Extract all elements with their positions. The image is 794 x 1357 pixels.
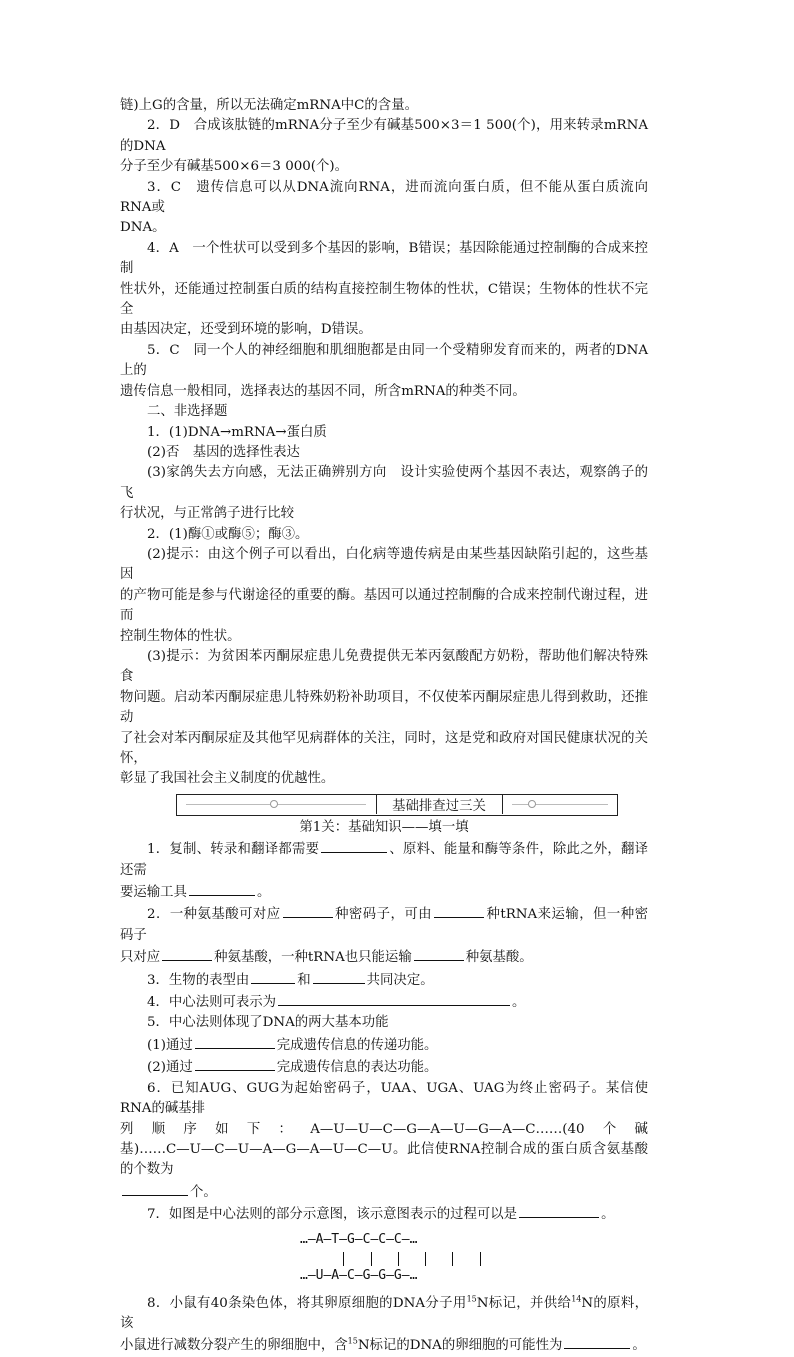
- answer-blank[interactable]: [283, 903, 333, 918]
- nonchoice-2-2: (2)提示：由这个例子可以看出，白化病等遗传病是由某些基因缺陷引起的，这些基因: [120, 546, 648, 583]
- fill-6: 6．已知AUG、GUG为起始密码子，UAA、UGA、UAG为终止密码子。某信使RNA的碱基排: [120, 1080, 648, 1117]
- answer-5-cont: 遗传信息一般相同，选择表达的基因不同，所含mRNA的种类不同。: [120, 383, 526, 399]
- fill-6-cont3: [120, 1181, 648, 1203]
- fill-text: 下: [246, 1121, 261, 1137]
- banner-divider-right: [502, 794, 503, 814]
- banner-deco-dot-right: [528, 800, 536, 808]
- nonchoice-2-2-cont2: 控制生物体的性状。: [120, 628, 241, 644]
- fill-text: 列: [120, 1121, 134, 1137]
- answer-blank[interactable]: [122, 1181, 188, 1196]
- answer-4: 4．A 一个性状可以受到多个基因的影响，B错误；基因除能通过控制酶的合成来控制: [120, 240, 648, 277]
- fill-text: 7．如图是中心法则的部分示意图，该示意图表示的过程可以是: [147, 1207, 518, 1223]
- nonchoice-2-2-cont: 的产物可能是参与代谢途径的重要的酶。基因可以通过控制酶的合成来控制代谢过程，进而: [120, 587, 648, 624]
- fill-5-2: [120, 1056, 648, 1078]
- banner-deco-dot-left: [270, 800, 278, 808]
- answer-4-cont: 性状外，还能通过控制蛋白质的结构直接控制生物体的性状，C错误；生物体的性状不完全: [120, 281, 648, 318]
- fill-text: 。: [512, 995, 526, 1011]
- dna-strand: …—A—T—G—C—C—C—…: [300, 1231, 418, 1247]
- fill-text: 小鼠进行减数分裂产生的卵细胞中，含: [120, 1338, 348, 1354]
- fill-text: 完成遗传信息的表达功能。: [276, 1060, 438, 1076]
- fill-text: (2)通过: [147, 1060, 193, 1076]
- nonchoice-2-1: 2．(1)酶①或酶⑤；酶③。: [147, 526, 309, 542]
- fill-1-cont: [120, 881, 648, 903]
- fill-text: 如: [215, 1121, 229, 1137]
- nonchoice-1-3: (3)家鸽失去方向感，无法正确辨别方向 设计实验使两个基因不表达，观察鸽子的飞: [120, 465, 648, 501]
- fill-3: [120, 969, 648, 991]
- fill-text: 序: [183, 1121, 197, 1137]
- fill-7: [120, 1203, 648, 1225]
- fill-8-cont: [120, 1334, 648, 1356]
- section-heading: 二、非选择题: [147, 404, 228, 420]
- fill-text: 2．一种氨基酸可对应: [147, 907, 281, 923]
- fill-text: 个: [602, 1121, 617, 1137]
- nonchoice-2-3-cont: 物问题。启动苯丙酮尿症患儿特殊奶粉补助项目，不仅使苯丙酮尿症患儿得到救助，还推动: [120, 689, 648, 726]
- answer-blank[interactable]: [313, 969, 365, 984]
- answer-blank[interactable]: [162, 946, 212, 961]
- fill-text: 种氨基酸。: [465, 950, 533, 966]
- answer-blank[interactable]: [564, 1334, 630, 1349]
- fill-text: 、原料、能量和酶等条件，除此之外，翻译还需: [120, 842, 648, 878]
- answer-blank[interactable]: [519, 1203, 599, 1218]
- bond-line: [398, 1252, 399, 1266]
- fill-text: 8．小鼠有40条染色体，将其卵原细胞的DNA分子用: [147, 1295, 467, 1311]
- answer-blank[interactable]: [321, 838, 387, 853]
- answer-blank[interactable]: [195, 1056, 275, 1071]
- banner-title: 基础排查过三关: [392, 798, 486, 814]
- fill-6-cont2: 基)……C—U—C—U—A—G—A—U—C—U。此信使RNA控制合成的蛋白质含氨基酸的个数为: [120, 1141, 648, 1178]
- fill-text: 要运输工具: [120, 885, 187, 901]
- fill-text: 个。: [190, 1184, 217, 1200]
- bond-line: [452, 1252, 453, 1266]
- page-content: [120, 96, 648, 1357]
- fill-text: 种tRNA来运输，但一种密码子: [120, 907, 648, 943]
- level-title: 第1关：基础知识——填一填: [299, 819, 469, 835]
- answer-3-cont: DNA。: [120, 220, 166, 236]
- bond-line: [480, 1252, 481, 1266]
- fill-text: N标记，并供给: [476, 1295, 572, 1311]
- nonchoice-2-3-cont2: 了社会对苯丙酮尿症及其他罕见病群体的关注，同时，这是党和政府对国民健康状况的关怀，: [120, 730, 648, 766]
- section-banner: [120, 794, 648, 816]
- fill-text: 4．中心法则可表示为: [147, 995, 277, 1011]
- fill-text: 。: [601, 1207, 615, 1223]
- fill-text: 1．复制、转录和翻译都需要: [147, 842, 320, 858]
- answer-blank[interactable]: [189, 881, 255, 896]
- nonchoice-2-3-cont3: 彰显了我国社会主义制度的优越性。: [120, 771, 335, 787]
- answer-3: 3．C 遗传信息可以从DNA流向RNA，进而流向蛋白质，但不能从蛋白质流向RNA或: [120, 179, 648, 216]
- answer-blank[interactable]: [434, 903, 484, 918]
- fill-text: N标记的DNA的卵细胞的可能性为: [357, 1338, 563, 1354]
- fill-text: 。: [256, 885, 271, 901]
- nonchoice-1-3-cont: 行状况，与正常鸽子进行比较: [120, 506, 295, 522]
- fill-text: 和: [297, 972, 311, 988]
- fill-text: 3．生物的表型由: [147, 972, 250, 988]
- nonchoice-1-1: 1．(1)DNA→mRNA→蛋白质: [147, 424, 327, 440]
- answer-line: 链)上G的含量，所以无法确定mRNA中C的含量。: [120, 98, 418, 113]
- answer-blank[interactable]: [195, 1034, 275, 1049]
- bond-line: [425, 1252, 426, 1266]
- fill-text: 顺: [151, 1121, 166, 1137]
- bond-line: [371, 1252, 372, 1266]
- isotope-superscript: 15: [466, 1294, 477, 1304]
- isotope-superscript: 15: [347, 1336, 358, 1346]
- fill-text: (1)通过: [147, 1037, 193, 1053]
- answer-4-cont2: 由基因决定，还受到环境的影响，D错误。: [120, 322, 372, 338]
- fill-text: 共同决定。: [366, 972, 434, 988]
- nonchoice-2-3: (3)提示：为贫困苯丙酮尿症患儿免费提供无苯丙氨酸配方奶粉，帮助他们解决特殊食: [120, 648, 648, 685]
- fill-text: 种密码子，可由: [334, 907, 433, 923]
- bond-line: [343, 1252, 344, 1266]
- dna-rna-diagram: [120, 1230, 648, 1290]
- fill-text: 。: [632, 1338, 646, 1354]
- answer-blank[interactable]: [414, 946, 464, 961]
- isotope-superscript: 14: [571, 1294, 582, 1304]
- fill-text: 完成遗传信息的传递功能。: [276, 1037, 438, 1053]
- answer-5: 5．C 同一个人的神经细胞和肌细胞都是由同一个受精卵发育而来的，两者的DNA上的: [120, 342, 648, 379]
- fill-text: 碱: [634, 1121, 648, 1137]
- banner-deco-line-right: [512, 804, 608, 805]
- rna-strand: …—U—A—C—G—G—G—…: [300, 1267, 418, 1283]
- fill-1: [120, 838, 648, 881]
- answer-2: 2．D 合成该肽链的mRNA分子至少有碱基500×3＝1 500(个)，用来转录mRNA的DNA: [120, 118, 648, 154]
- fill-text: 种氨基酸，一种tRNA也只能运输: [214, 950, 412, 966]
- fill-2: [120, 903, 648, 946]
- fill-text: 只对应: [120, 950, 161, 966]
- fill-4: [120, 991, 648, 1013]
- answer-blank[interactable]: [251, 969, 295, 984]
- fill-5-1: [120, 1034, 648, 1056]
- fill-8: [120, 1294, 648, 1335]
- fill-2-cont: [120, 946, 648, 968]
- fill-text: A—U—U—C—G—A—U—G—A—C……(40: [310, 1121, 585, 1137]
- fill-text: N的原料，该: [120, 1295, 649, 1331]
- nonchoice-1-2: (2)否 基因的选择性表达: [147, 444, 300, 460]
- fill-5: 5．中心法则体现了DNA的两大基本功能: [147, 1015, 389, 1031]
- base-pair-bonds: [300, 1252, 520, 1266]
- fill-text: ：: [278, 1121, 292, 1137]
- answer-blank[interactable]: [278, 991, 510, 1006]
- answer-2-cont: 分子至少有碱基500×6＝3 000(个)。: [120, 159, 348, 175]
